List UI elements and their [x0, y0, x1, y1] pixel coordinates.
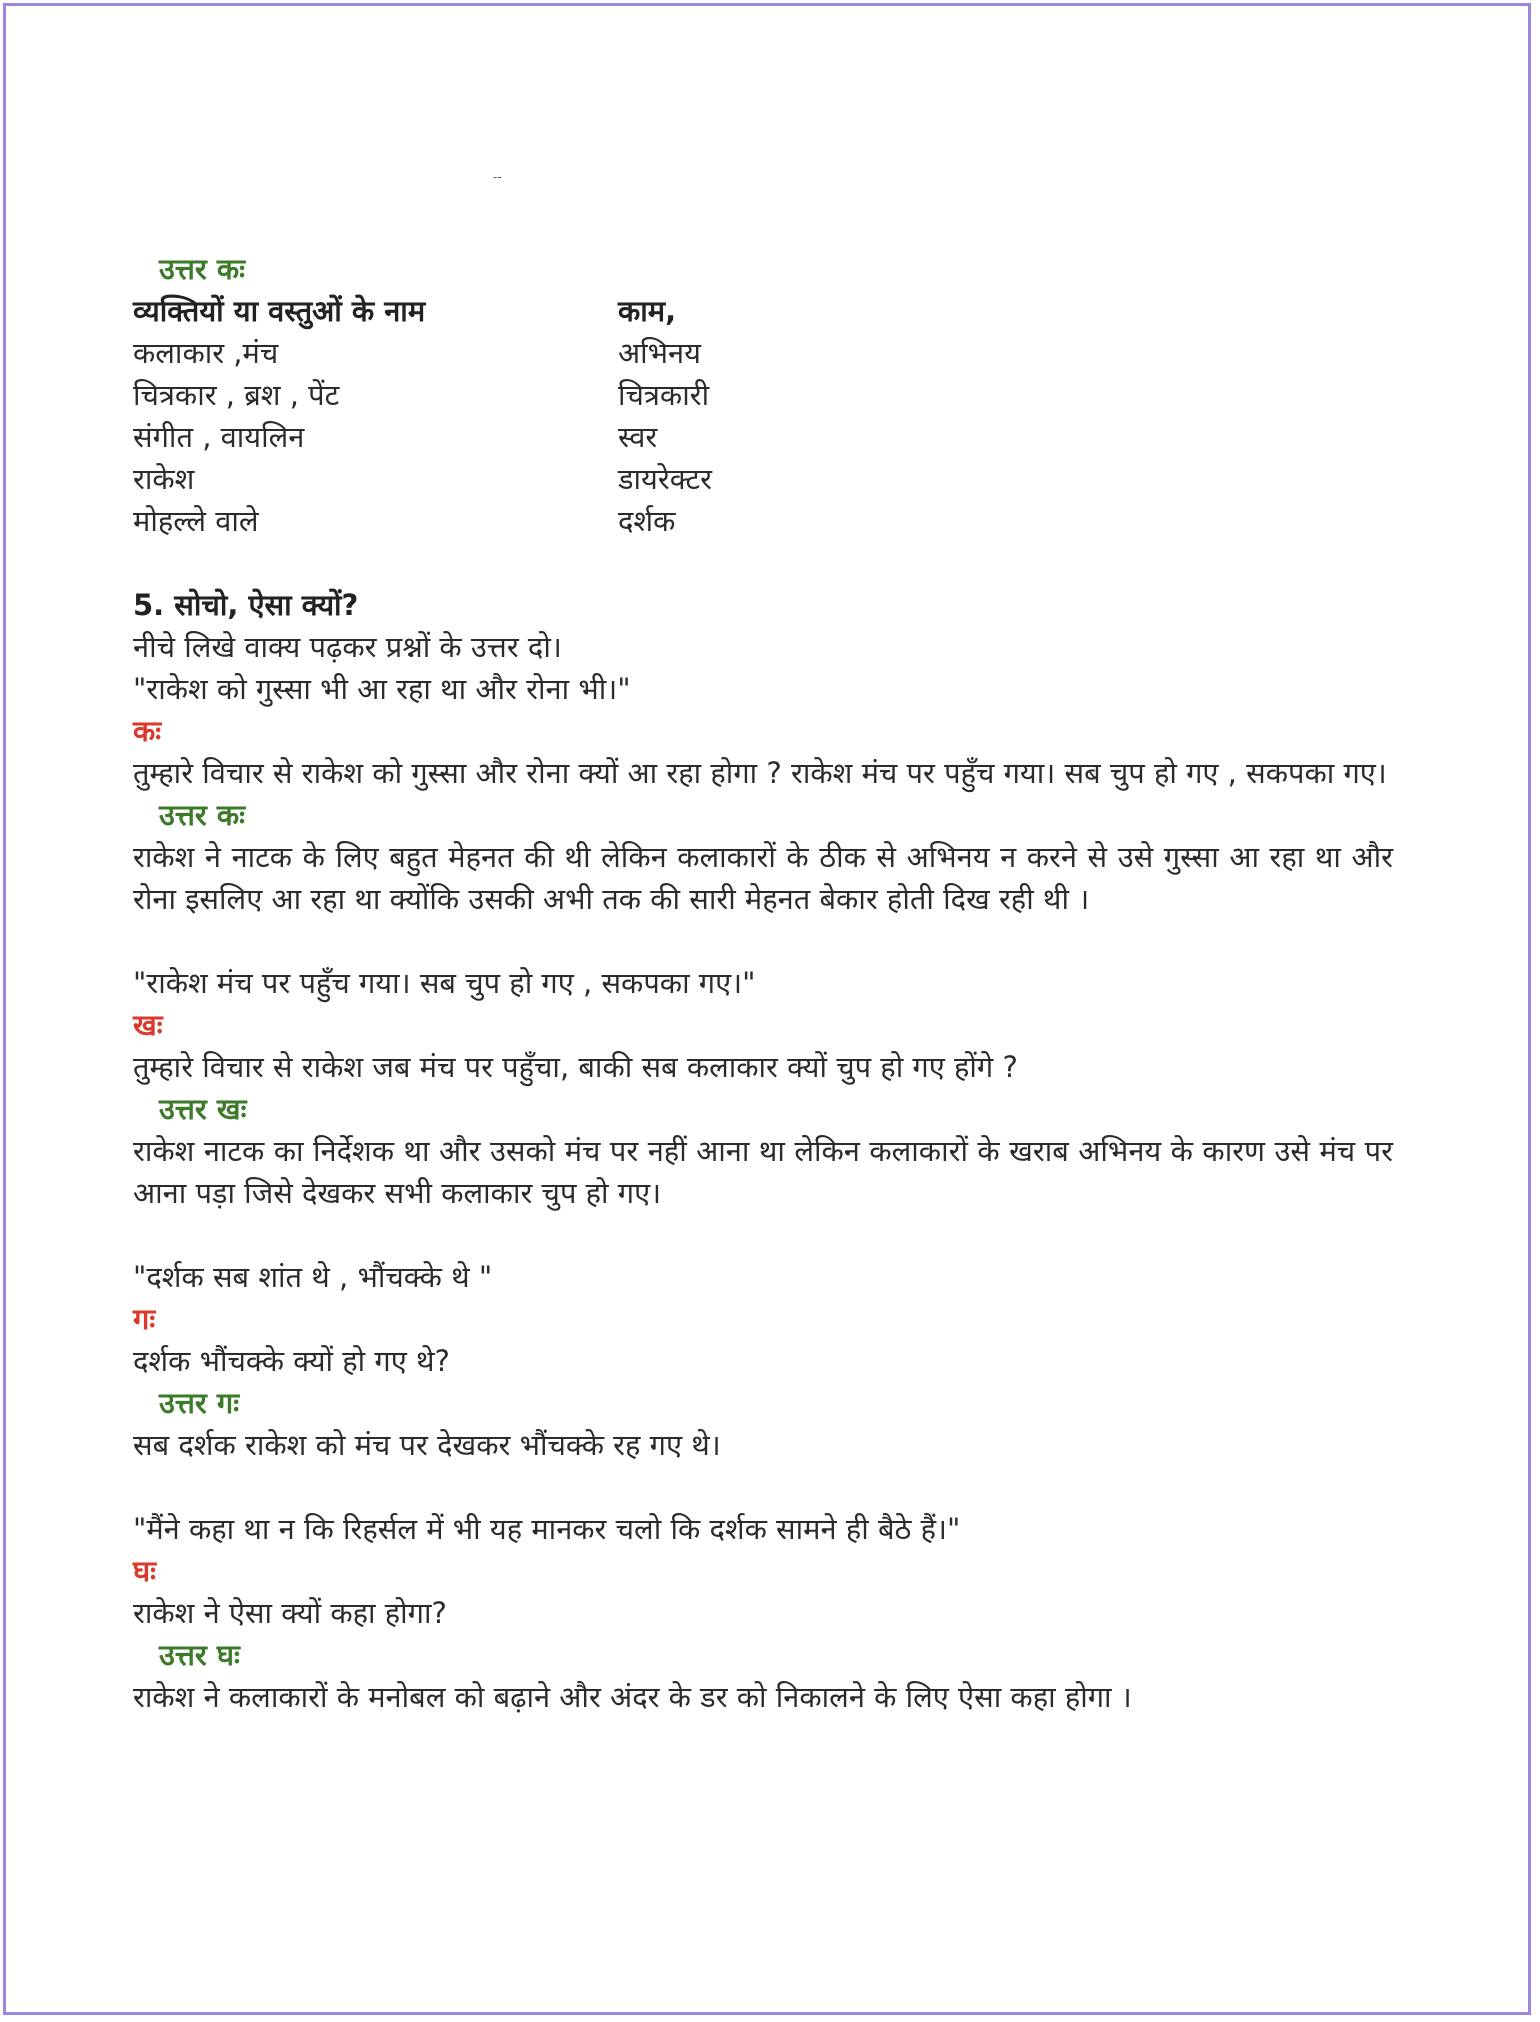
- answer-text: सब दर्शक राकेश को मंच पर देखकर भौंचक्के रह गए थे।: [133, 1428, 721, 1462]
- section-heading: 5. सोचो, ऐसा क्यों?: [133, 588, 359, 622]
- quote: "राकेश को गुस्सा भी आ रहा था और रोना भी।": [133, 672, 631, 706]
- answer-label-a: उत्तर कः: [159, 252, 246, 286]
- question-text: दर्शक भौंचक्के क्यों हो गए थे?: [133, 1344, 450, 1378]
- table-row: [133, 332, 1393, 374]
- answer-text: राकेश ने कलाकारों के मनोबल को बढ़ाने और अंदर के डर को निकालने के लिए ऐसा कहा होगा ।: [133, 1680, 1132, 1714]
- question-label: गः: [133, 1302, 156, 1336]
- answer-label: उत्तर गः: [159, 1386, 240, 1420]
- quote: "दर्शक सब शांत थे , भौंचक्के थे ": [133, 1260, 493, 1294]
- question-label: खः: [133, 1008, 163, 1042]
- question-label: कः: [133, 714, 162, 748]
- quote: "मैंने कहा था न कि रिहर्सल में भी यह मानकर चलो कि दर्शक सामने ही बैठे हैं।": [133, 1512, 961, 1546]
- table-cell: स्वर: [618, 420, 658, 454]
- question-text: तुम्हारे विचार से राकेश को गुस्सा और रोना क्यों आ रहा होगा ? राकेश मंच पर पहुँच गया। सब चुप हो गए , सकपका गए।: [133, 756, 1387, 790]
- answer-label: उत्तर घः: [159, 1638, 240, 1672]
- quote: "राकेश मंच पर पहुँच गया। सब चुप हो गए , सकपका गए।": [133, 966, 756, 1000]
- question-text: राकेश ने ऐसा क्यों कहा होगा?: [133, 1596, 447, 1630]
- table-row: [133, 374, 1393, 416]
- table-cell: मोहल्ले वाले: [133, 504, 259, 538]
- table-cell: अभिनय: [618, 336, 701, 370]
- table-cell: डायरेक्टर: [618, 462, 712, 496]
- table-row: [133, 500, 1393, 542]
- instruction: नीचे लिखे वाक्य पढ़कर प्रश्नों के उत्तर दो।: [133, 630, 562, 664]
- top-mark: --: [493, 170, 502, 184]
- table-cell: संगीत , वायलिन: [133, 420, 305, 454]
- table-header-names: व्यक्तियों या वस्तुओं के नाम: [133, 294, 426, 328]
- table-row: [133, 458, 1393, 500]
- table-row: [133, 416, 1393, 458]
- question-label: घः: [133, 1554, 156, 1588]
- table-cell: चित्रकारी: [618, 378, 710, 412]
- table-cell: राकेश: [133, 462, 195, 496]
- question-text: तुम्हारे विचार से राकेश जब मंच पर पहुँचा, बाकी सब कलाकार क्यों चुप हो गए होंगे ?: [133, 1050, 1018, 1084]
- answer-text: राकेश नाटक का निर्देशक था और उसको मंच पर नहीं आना था लेकिन कलाकारों के खराब अभिनय के कारण उसे मंच पर आना पड़ा जिसे देखकर सभी कलाकार चुप हो गए।: [133, 1134, 1393, 1210]
- answer-label: उत्तर कः: [159, 798, 246, 832]
- table-cell: दर्शक: [618, 504, 676, 538]
- table-cell: चित्रकार , ब्रश , पेंट: [133, 378, 340, 412]
- answer-text: राकेश ने नाटक के लिए बहुत मेहनत की थी लेकिन कलाकारों के ठीक से अभिनय न करने से उसे गुस्सा आ रहा था और रोना इसलिए आ रहा था क्योंकि उसकी अभी तक की सारी मेहनत बेकार होती दिख रही थी ।: [133, 840, 1393, 916]
- answer-label: उत्तर खः: [159, 1092, 247, 1126]
- document-body: [133, 248, 1393, 1718]
- table-header-work: काम,: [618, 294, 677, 328]
- table-cell: कलाकार ,मंच: [133, 336, 279, 370]
- table-header: [133, 290, 1393, 332]
